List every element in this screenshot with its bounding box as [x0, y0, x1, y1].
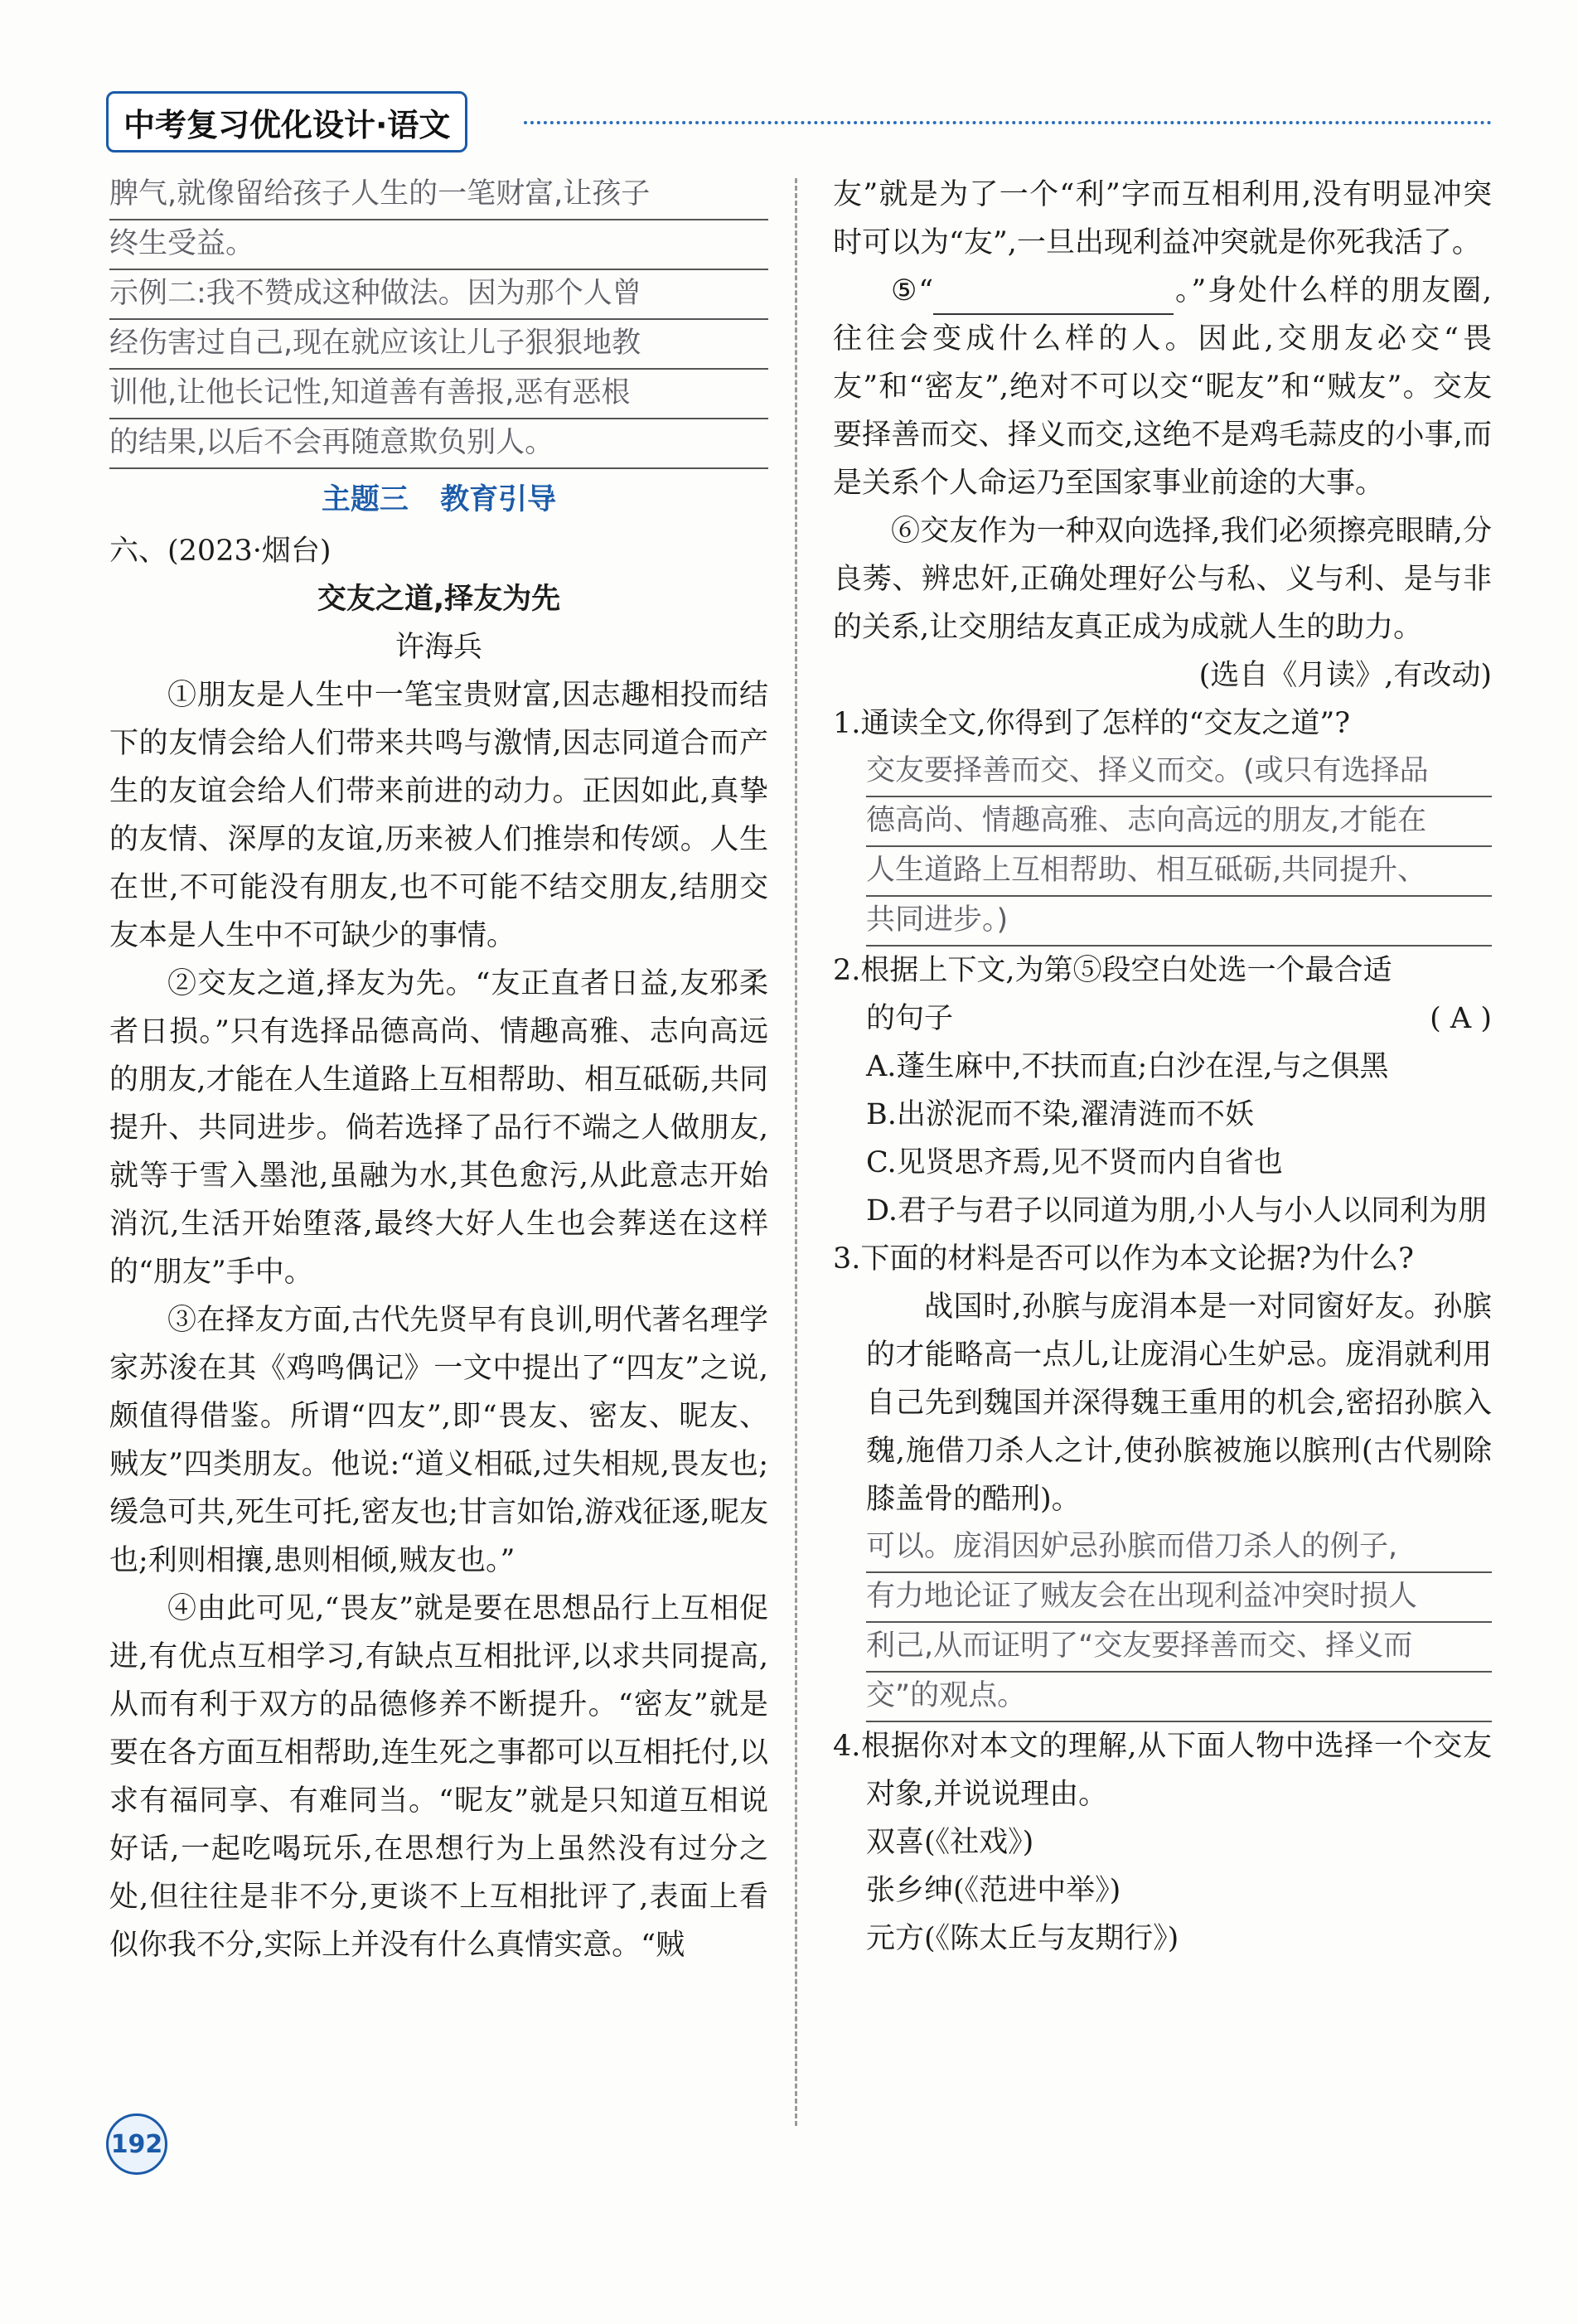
answer-line: 脾气,就像留给孩子人生的一笔财富,让孩子: [109, 171, 768, 220]
article-author: 许海兵: [394, 631, 482, 664]
paragraph-2: ②交友之道,择友为先。“友正直者日益,友邪柔者日损。”只有选择品德高尚、情趣高雅、志向高远的朋友,才能在人生道路上互相帮助、相互砥砺,共同提升、共同进步。倘若选择了品行不端之人做朋友,就等于雪入墨池,虽融为水,其色愈污,从此意志开始消沉,生活开始堕落,最终大好人生也会葬送在这样的“朋友”手中。: [109, 967, 768, 1289]
option-c: C.见贤思齐焉,见不贤而内自省也: [866, 1146, 1283, 1179]
option-d: D.君子与君子以同道为朋,小人与小人以同利为朋: [866, 1194, 1488, 1227]
previous-answer: [109, 171, 768, 469]
fill-in-blank[interactable]: [933, 280, 1174, 315]
question-2-tail: 的句子: [866, 1002, 954, 1035]
question-3-material: 战国时,孙膑与庞涓本是一对同窗好友。孙膑的才能略高一点儿,让庞涓心生妒忌。庞涓就利用自己先到魏国并深得魏王重用的机会,密招孙膑入魏,施借刀杀人之计,使孙膑被施以膑刑(古代剔除膝盖骨的酷刑)。: [866, 1290, 1492, 1516]
paragraph-1: ①朋友是人生中一笔宝贵财富,因志趣相投而结下的友情会给人们带来共鸣与激情,因志同道合而产生的友谊会给人们带来前进的动力。正因如此,真挚的友情、深厚的友谊,历来被人们推崇和传颂。人生在世,不可能没有朋友,也不可能不结交朋友,结朋交友本是人生中不可缺少的事情。: [109, 679, 768, 952]
article-title: 交友之道,择友为先: [317, 583, 561, 616]
paragraph-5: [833, 267, 1492, 507]
paragraph-5-rest: 。”身处什么样的朋友圈,往往会变成什么样的人。因此,交朋友必交“畏友”和“密友”,绝对不可以交“昵友”和“贼友”。交友要择善而交、择义而交,这绝不是鸡毛蒜皮的小事,而是关系个人命运乃至国家事业前途的大事。: [833, 274, 1492, 500]
column-divider: [795, 178, 797, 2126]
question-number: 六、(2023·烟台): [109, 535, 332, 568]
answer-line: 利己,从而证明了“交友要择善而交、择义而: [866, 1623, 1492, 1673]
answer-line: 共同进步。): [866, 897, 1492, 947]
person-option: 张乡绅(《范进中举》): [866, 1874, 1121, 1907]
answer-line: 交友要择善而交、择义而交。(或只有选择品: [866, 748, 1492, 797]
question-3-answer: [833, 1523, 1492, 1722]
answer-line: 示例二:我不赞成这种做法。因为那个人曾: [109, 270, 768, 320]
question-3: 3.下面的材料是否可以作为本文论据?为什么?: [833, 1242, 1414, 1276]
person-option: 双喜(《社戏》): [866, 1826, 1034, 1859]
answer-line: 的结果,以后不会再随意欺负别人。: [109, 419, 768, 469]
answer-line: 终生受益。: [109, 220, 768, 270]
answer-line: 德高尚、情趣高雅、志向高远的朋友,才能在: [866, 797, 1492, 847]
person-option: 元方(《陈太丘与友期行》): [866, 1922, 1179, 1955]
answer-line: 可以。庞涓因妒忌孙膑而借刀杀人的例子,: [866, 1523, 1492, 1573]
answer-line: 有力地论证了贼友会在出现利益冲突时损人: [866, 1573, 1492, 1623]
paragraph-4-continued: 友”就是为了一个“利”字而互相利用,没有明显冲突时可以为“友”,一旦出现利益冲突就是你死我活了。: [833, 178, 1492, 259]
header-dotted-rule: [524, 121, 1492, 124]
answer-line: 交”的观点。: [866, 1673, 1492, 1722]
paragraph-6: ⑥交友作为一种双向选择,我们必须擦亮眼睛,分良莠、辨忠奸,正确处理好公与私、义与利、是与非的关系,让交朋结友真正成为成就人生的助力。: [833, 515, 1492, 644]
question-4: 4.根据你对本文的理解,从下面人物中选择一个交友对象,并说说理由。: [833, 1730, 1492, 1811]
question-1: 1.通读全文,你得到了怎样的“交友之道”?: [833, 707, 1351, 740]
option-b: B.出淤泥而不染,濯清涟而不妖: [866, 1098, 1254, 1131]
book-title: 中考复习优化设计·语文: [106, 91, 467, 153]
paragraph-3: ③在择友方面,古代先贤早有良训,明代著名理学家苏浚在其《鸡鸣偶记》一文中提出了“四友”之说,颇值得借鉴。所谓“四友”,即“畏友、密友、昵友、贼友”四类朋友。他说:“道义相砥,过失相规,畏友也;缓急可共,死生可托,密友也;甘言如饴,游戏征逐,昵友也;利则相攘,患则相倾,贼友也。”: [109, 1304, 768, 1577]
section-theme: 主题三 教育引导: [321, 483, 557, 516]
question-2-answer: ( A ): [1430, 1002, 1492, 1035]
answer-line: 训他,让他长记性,知道善有善报,恶有恶根: [109, 370, 768, 419]
page-number: 192: [106, 2113, 167, 2175]
question-1-answer: [833, 748, 1492, 947]
right-column: [833, 171, 1492, 1963]
answer-line: 人生道路上互相帮助、相互砥砺,共同提升、: [866, 847, 1492, 897]
option-a: A.蓬生麻中,不扶而直;白沙在涅,与之俱黑: [866, 1050, 1389, 1083]
page-header: [106, 91, 467, 153]
answer-line: 经伤害过自己,现在就应该让儿子狠狠地教: [109, 320, 768, 370]
left-column: [109, 171, 768, 1969]
paragraph-4: ④由此可见,“畏友”就是要在思想品行上互相促进,有优点互相学习,有缺点互相批评,以求共同提高,从而有利于双方的品德修养不断提升。“密友”就是要在各方面互相帮助,连生死之事都可以互相托付,以求有福同享、有难同当。“昵友”就是只知道互相说好话,一起吃喝玩乐,在思想行为上虽然没有过分之处,但往往是非不分,更谈不上互相批评了,表面上看似你我不分,实际上并没有什么真情实意。“贼: [109, 1592, 768, 1962]
question-2-continued: [833, 995, 1492, 1043]
question-2: 2.根据上下文,为第⑤段空白处选一个最合适: [833, 954, 1392, 987]
paragraph-5-start: ⑤“: [891, 274, 934, 307]
article-source: (选自《月读》,有改动): [1198, 659, 1492, 692]
